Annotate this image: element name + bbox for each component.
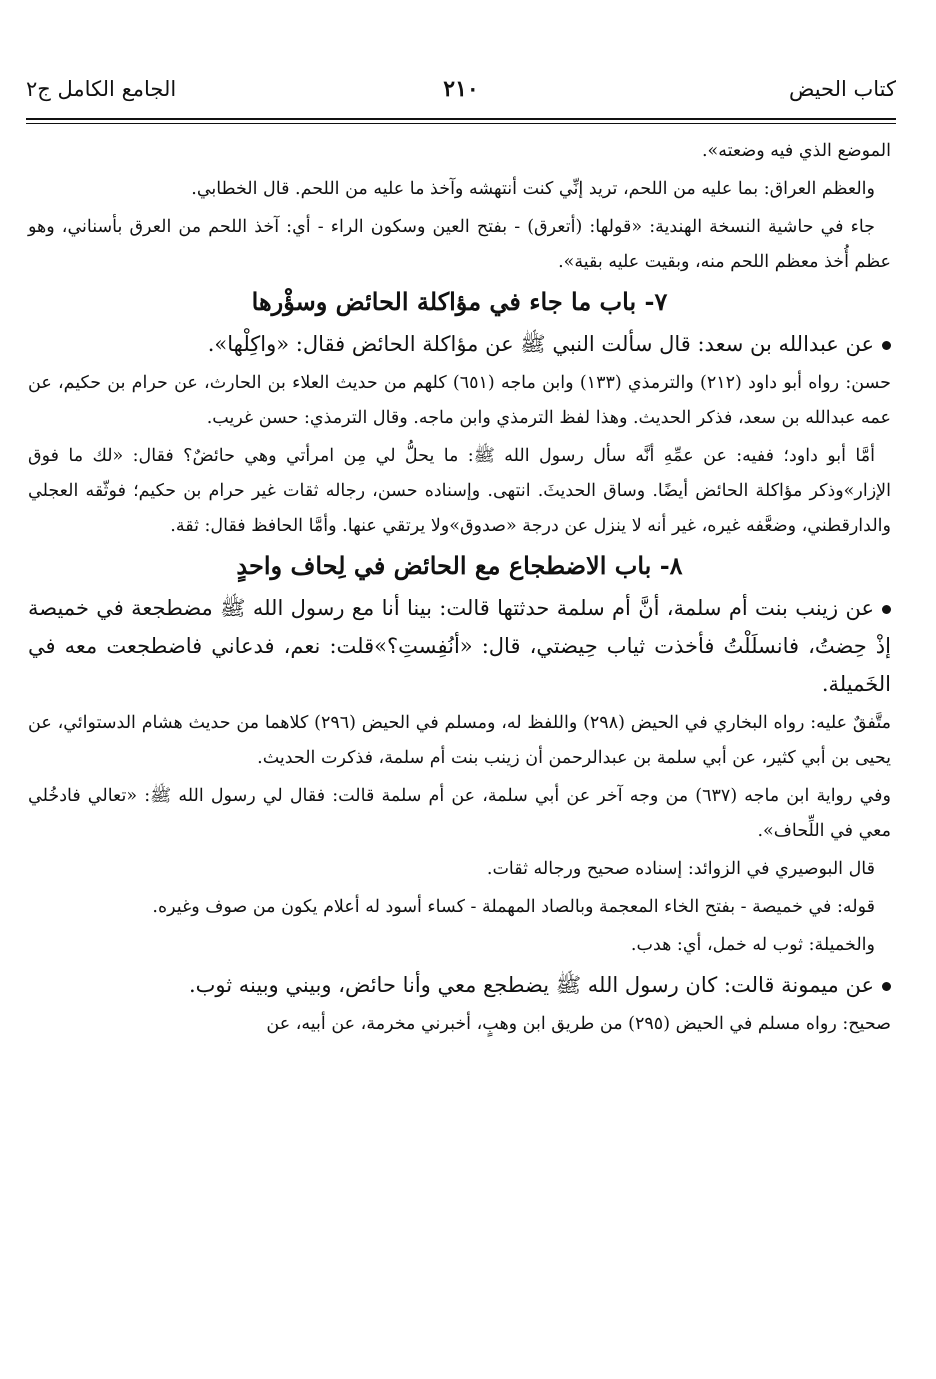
section-heading-7: ٧- باب ما جاء في مؤاكلة الحائض وسؤْرها	[251, 287, 668, 316]
paragraph: قال البوصيري في الزوائد: إسناده صحيح ورجاله ثقات.	[486, 859, 875, 879]
page-number: ٢١٠	[443, 76, 479, 102]
hadith-text-content: عن زينب بنت أم سلمة، أنَّ أم سلمة حدثتها قالت: بينا أنا مع رسول الله ﷺ مضطجعة في خميصة إذْ حِضتُ، فانسلَلْتُ فأخذت ثياب حِيضتي، قال: «أنُفِستِ؟»قلت: نعم، فدعاني فاضطجعت معه في الخَميلة.	[28, 596, 891, 696]
paragraph: والعظم العراق: بما عليه من اللحم، تريد إنِّي كنت أنتهشه وآخذ ما عليه من اللحم. قال الخطابي.	[191, 179, 875, 199]
paragraph: أمَّا أبو داود؛ ففيه: عن عمِّهِ أنَّه سأل رسول الله ﷺ: ما يحلُّ لي مِن امرأتي وهي حائضٌ؟ فقال: «لك ما فوق الإزار»وذكر مؤاكلة الحائض أيضًا. وساق الحديثَ. انتهى. وإسناده حسن، رجاله ثقات غير حرام بن حكيم؛ فوثّقه العجلي والدارقطني، وضعَّفه غيره، غير أنه لا ينزل عن درجة «صدوق»ولا يرتقي عنها. وأمَّا الحافظ فقال: ثقة.	[28, 446, 891, 536]
hadith-text-content: عن عبدالله بن سعد: قال سألت النبي ﷺ عن مؤاكلة الحائض فقال: «واكِلْها».	[207, 332, 874, 356]
paragraph: وفي رواية ابن ماجه (٦٣٧) من وجه آخر عن أبي سلمة، عن أم سلمة قالت: فقال لي رسول الله ﷺ: «تعالي فادخُلي معي في اللِّحاف».	[28, 786, 891, 841]
paragraph: قوله: في خميصة - بفتح الخاء المعجمة وبالصاد المهملة - كساء أسود له أعلام يكون من صوف وغيره.	[152, 897, 875, 917]
hadith-text-content: عن ميمونة قالت: كان رسول الله ﷺ يضطجع معي وأنا حائض، وبيني وبينه ثوب.	[188, 973, 874, 997]
paragraph: والخميلة: ثوب له خمل، أي: هدب.	[630, 935, 875, 955]
page-body	[28, 134, 891, 1045]
paragraph: متَّفقٌ عليه: رواه البخاري في الحيض (٢٩٨) واللفظ له، ومسلم في الحيض (٢٩٦) كلاهما من حديث هشام الدستوائي، عن يحيى بن أبي كثير، عن أبي سلمة بن عبدالرحمن أن زينب بنت أم سلمة، فذكرت الحديث.	[28, 713, 891, 768]
hadith-text	[28, 325, 891, 363]
paragraph: الموضع الذي فيه وضعته».	[701, 141, 891, 161]
paragraph: حسن: رواه أبو داود (٢١٢) والترمذي (١٣٣) وابن ماجه (٦٥١) كلهم من حديث العلاء بن الحارث، عن حرام بن حكيم، عن عمه عبدالله بن سعد، فذكر الحديث. وهذا لفظ الترمذي وابن ماجه. وقال الترمذي: حسن غريب.	[28, 373, 892, 428]
paragraph: جاء في حاشية النسخة الهندية: «قولها: (أتعرق) - بفتح العين وسكون الراء - أي: آخذ اللحم من العرق بأسناني، وهو عظم أُخذ معظم اللحم منه، وبقيت عليه بقية».	[28, 217, 891, 272]
book-title: الجامع الكامل ج٢	[26, 77, 177, 101]
bullet-icon	[882, 605, 891, 614]
paragraph: صحيح: رواه مسلم في الحيض (٢٩٥) من طريق ابن وهبٍ، أخبرني مخرمة، عن أبيه، عن	[266, 1014, 891, 1034]
header-rule-thin	[26, 123, 896, 124]
bullet-icon	[882, 341, 891, 350]
hadith-text	[28, 966, 891, 1004]
bullet-icon	[882, 982, 891, 991]
running-header	[26, 66, 896, 110]
section-heading-8: ٨- باب الاضطجاع مع الحائض في لِحاف واحدٍ	[236, 551, 683, 580]
chapter-title: كتاب الحيض	[788, 77, 896, 101]
header-rule-thick	[26, 118, 896, 120]
hadith-text	[28, 589, 891, 703]
